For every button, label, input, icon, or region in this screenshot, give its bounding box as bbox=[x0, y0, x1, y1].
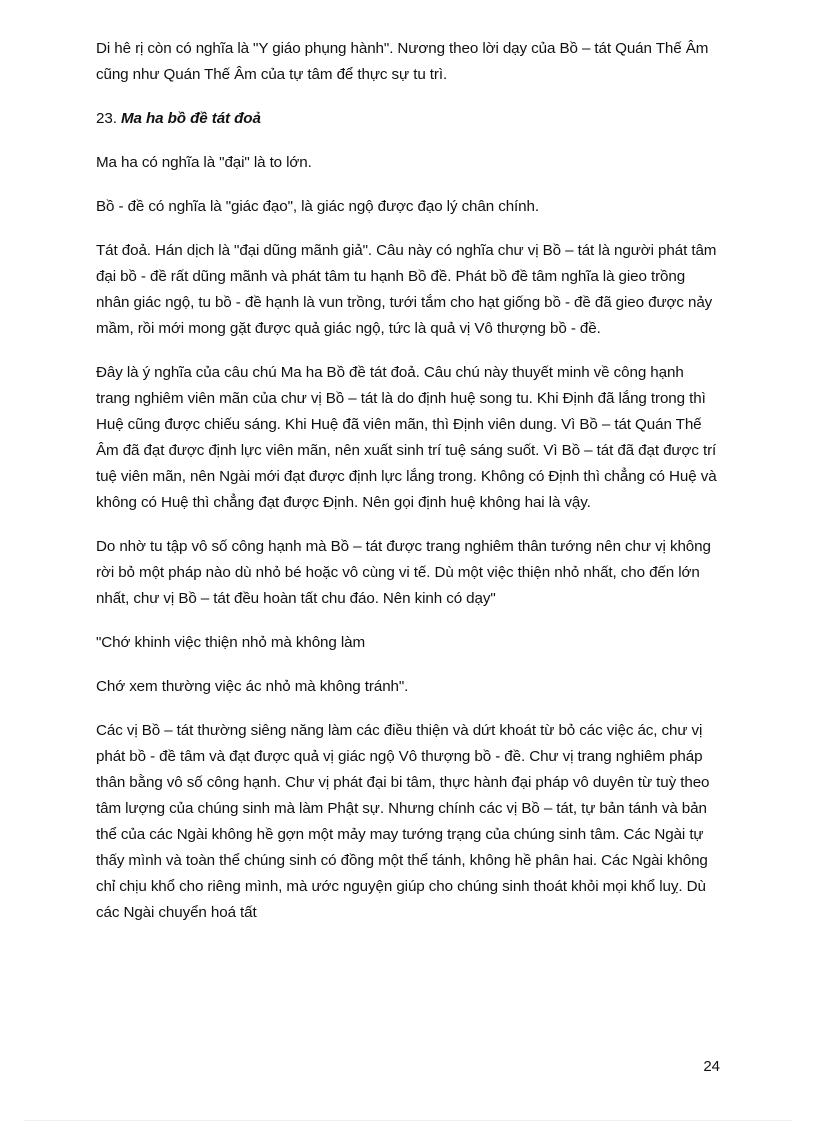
paragraph: Đây là ý nghĩa của câu chú Ma ha Bồ đề tát đoả. Câu chú này thuyết minh về công hạnh trang nghiêm viên mãn của chư vị Bồ – tát là do định huệ song tu. Khi Định đã lắng trong thì Huệ cũng được chiếu sáng. Khi Huệ đã viên mãn, thì Định viên dung. Vì Bồ – tát Quán Thế Âm đã đạt được định lực viên mãn, nên xuất sinh trí tuệ sáng suốt. Vì Bồ – tát đã đạt được trí tuệ viên mãn, nên Ngài mới đạt được định lực lắng trong. Không có Định thì chẳng có Huệ và không có Huệ thì chẳng đạt được Định. Nên gọi định huệ không hai là vậy. bbox=[96, 364, 717, 511]
paragraph: Ma ha có nghĩa là "đại" là to lớn. bbox=[96, 154, 312, 171]
page-number: 24 bbox=[703, 1058, 720, 1075]
page-content bbox=[96, 36, 720, 944]
paragraph-intro: Di hê rị còn có nghĩa là "Y giáo phụng hành". Nương theo lời dạy của Bồ – tát Quán Thế Âm cũng như Quán Thế Âm của tự tâm để thực sự tu trì. bbox=[96, 40, 709, 83]
paragraph: Bồ - đề có nghĩa là "giác đạo", là giác ngộ được đạo lý chân chính. bbox=[96, 198, 539, 215]
paragraph: Tát đoả. Hán dịch là "đại dũng mãnh giả". Câu này có nghĩa chư vị Bồ – tát là người phát tâm đại bồ - đề rất dũng mãnh và phát tâm tu hạnh Bồ đề. Phát bồ đề tâm nghĩa là gieo trồng nhân giác ngộ, tu bồ - đề hạnh là vun trồng, tưới tắm cho hạt giống bồ - đề đã gieo được nảy mầm, rồi mới mong gặt được quả giác ngộ, tức là quả vị Vô thượng bồ - đề. bbox=[96, 242, 717, 337]
page-bottom-edge bbox=[24, 1120, 792, 1121]
paragraph: Do nhờ tu tập vô số công hạnh mà Bồ – tát được trang nghiêm thân tướng nên chư vị không rời bỏ một pháp nào dù nhỏ bé hoặc vô cùng vi tế. Dù một việc thiện nhỏ nhất, cho đến lớn nhất, chư vị Bồ – tát đều hoàn tất chu đáo. Nên kinh có dạy" bbox=[96, 538, 711, 607]
section-title: Ma ha bồ đề tát đoả bbox=[120, 110, 261, 127]
paragraph: Các vị Bồ – tát thường siêng năng làm các điều thiện và dứt khoát từ bỏ các việc ác, chư vị phát bồ - đề tâm và đạt được quả vị giác ngộ Vô thượng bồ - đề. Chư vị trang nghiêm pháp thân bằng vô số công hạnh. Chư vị phát đại bi tâm, thực hành đại pháp vô duyên từ tuỳ theo tâm lượng của chúng sinh mà làm Phật sự. Nhưng chính các vị Bồ – tát, tự bản tánh và bản thể của các Ngài không hề gợn một mảy may tướng trạng của chúng sinh tâm. Các Ngài tự thấy mình và toàn thể chúng sinh có đồng một thể tánh, không hề phân hai. Các Ngài không chỉ chịu khổ cho riêng mình, mà ước nguyện giúp cho chúng sinh thoát khỏi mọi khổ luỵ. Dù các Ngài chuyển hoá tất bbox=[96, 722, 710, 921]
section-heading bbox=[96, 106, 720, 132]
section-number: 23. bbox=[96, 110, 117, 127]
quote-line: "Chớ khinh việc thiện nhỏ mà không làm bbox=[96, 634, 366, 651]
quote-line: Chớ xem thường việc ác nhỏ mà không tránh". bbox=[96, 678, 409, 695]
